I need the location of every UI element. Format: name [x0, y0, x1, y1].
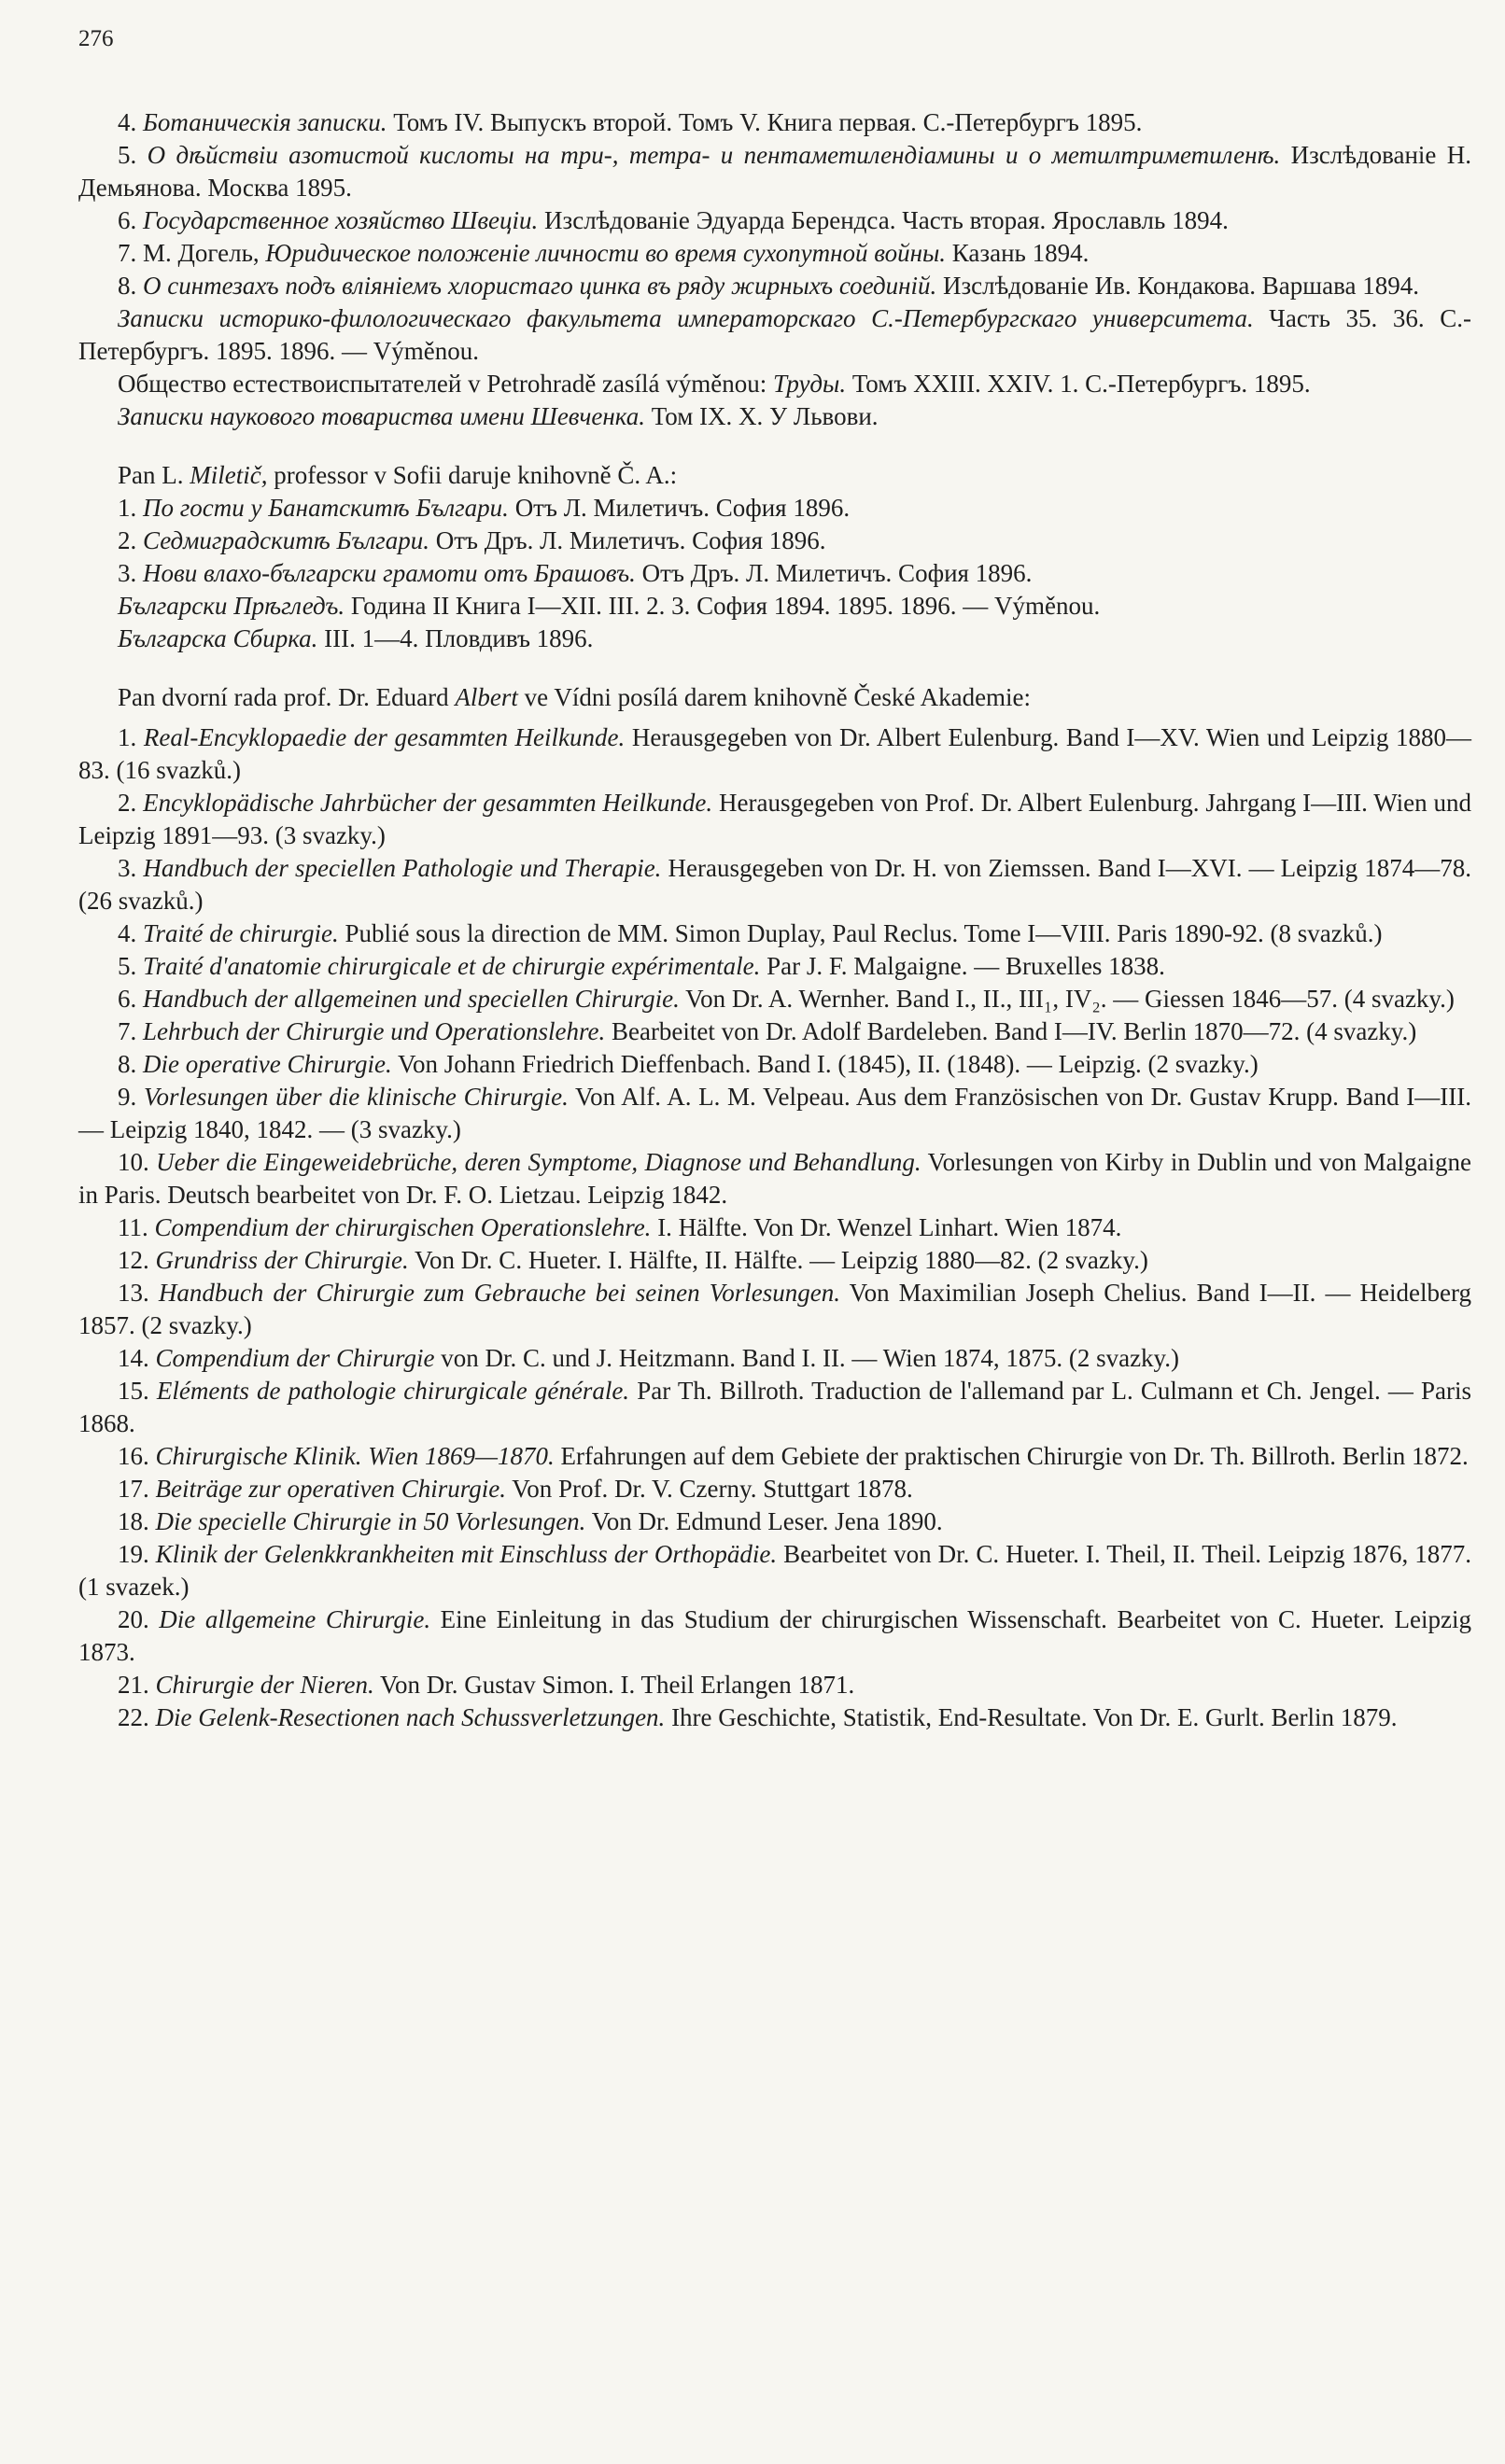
list-item: 21. Chirurgie der Nieren. Von Dr. Gustav Simon. I. Theil Erlangen 1871. [118, 1671, 855, 1699]
list-item: 5. О дѣйствіи азотистой кислоты на три-, тетра- и пентаметилендіамины и о метилтриметиленѣ. Изслѣдованіе Н. Демьянова. Москва 1895. [78, 141, 1472, 202]
shevchenko-entry: Записки наукового товариства имени Шевченка. Том IX. X. У Львови. [118, 402, 879, 430]
title: Die operative Chirurgie. [143, 1050, 392, 1078]
title: Beiträge zur operativen Chirurgie. [155, 1475, 506, 1503]
title: Traité d'anatomie chirurgicale et de chirurgie expérimentale. [143, 952, 761, 980]
list-item: 1. По гости у Банатскитѣ Българи. Отъ Л. Милетичъ. София 1896. [118, 494, 851, 522]
title: Klinik der Gelenkkrankheiten mit Einschluss der Orthopädie. [155, 1540, 778, 1568]
list-item: 2. Седмиградскитѣ Българи. Отъ Дръ. Л. Милетичъ. София 1896. [118, 526, 826, 554]
title: Die Gelenk-Resectionen nach Schussverletzungen. [155, 1703, 666, 1731]
albert-intro: Pan dvorní rada prof. Dr. Eduard Albert ve Vídni posílá darem knihovně České Akademie: [118, 683, 1032, 711]
title: Седмиградскитѣ Българи. [143, 526, 429, 554]
page-number: 276 [78, 26, 114, 51]
list-item: 6. Handbuch der allgemeinen und speciellen Chirurgie. Von Dr. A. Wernher. Band I., II., III₁, IV₂. — Giessen 1846—57. (4 svazky.) [118, 985, 1455, 1013]
title: Chirurgie der Nieren. [155, 1671, 374, 1699]
list-item: 9. Vorlesungen über die klinische Chirurgie. Von Alf. A. L. M. Velpeau. Aus dem Französischen von Dr. Gustav Krupp. Band I—III. — Leipzig 1840, 1842. — (3 svazky.) [78, 1083, 1472, 1143]
title: Eléments de pathologie chirurgicale générale. [156, 1377, 630, 1405]
title: Compendium der Chirurgie [155, 1344, 435, 1372]
russian-list [78, 106, 1471, 302]
society-entry: Общество естествоиспытателей v Petrohradě zasílá výměnou: Труды. Томъ XXIII. XXIV. 1. С.-Петербургъ. 1895. [118, 370, 1311, 398]
list-item: 4. Traité de chirurgie. Publié sous la direction de MM. Simon Duplay, Paul Reclus. Tome I—VIII. Paris 1890-92. (8 svazků.) [118, 919, 1383, 947]
donor-name: Miletič, [190, 461, 268, 489]
title: По гости у Банатскитѣ Българи. [143, 494, 509, 522]
list-item: Български Прѣгледъ. Година II Книга I—XII. III. 2. 3. София 1894. 1895. 1896. — Výměnou. [118, 592, 1101, 620]
list-item: 8. О синтезахъ подъ вліяніемъ хлористаго цинка въ ряду жирныхъ соединій. Изслѣдованіе Ив. Кондакова. Варшава 1894. [118, 272, 1419, 300]
albert-list [78, 721, 1471, 1734]
miletic-list [78, 492, 1471, 655]
title: Труды. [773, 370, 847, 398]
list-item: 7. Lehrbuch der Chirurgie und Operationslehre. Bearbeitet von Dr. Adolf Bardeleben. Band I—IV. Berlin 1870—72. (4 svazky.) [118, 1017, 1417, 1045]
list-item: 5. Traité d'anatomie chirurgicale et de chirurgie expérimentale. Par J. F. Malgaigne. — Bruxelles 1838. [118, 952, 1165, 980]
list-item: 8. Die operative Chirurgie. Von Johann Friedrich Dieffenbach. Band I. (1845), II. (1848). — Leipzig. (2 svazky.) [118, 1050, 1259, 1078]
title: Государственное хозяйство Швеціи. [143, 206, 539, 234]
title: Ботаническія записки. [143, 108, 387, 136]
title: Traité de chirurgie. [143, 919, 339, 947]
list-item: 12. Grundriss der Chirurgie. Von Dr. C. Hueter. I. Hälfte, II. Hälfte. — Leipzig 1880—82. (2 svazky.) [118, 1246, 1148, 1274]
list-item: 1. Real-Encyklopaedie der gesammten Heilkunde. Herausgegeben von Dr. Albert Eulenburg. Band I—XV. Wien und Leipzig 1880—83. (16 svazků.) [78, 723, 1472, 784]
title: Die allgemeine Chirurgie. [159, 1605, 431, 1633]
list-item: 20. Die allgemeine Chirurgie. Eine Einleitung in das Studium der chirurgischen Wissenschaft. Bearbeitet von C. Hueter. Leipzig 1873. [78, 1605, 1472, 1666]
title: О синтезахъ подъ вліяніемъ хлористаго цинка въ ряду жирныхъ соединій. [143, 272, 937, 300]
title: Handbuch der speciellen Pathologie und Therapie. [143, 854, 662, 882]
title: Българска Сбирка. [118, 624, 318, 652]
title: Chirurgische Klinik. Wien 1869—1870. [155, 1442, 555, 1470]
title: Български Прѣгледъ. [118, 592, 345, 620]
title: Vorlesungen über die klinische Chirurgie. [143, 1083, 569, 1111]
list-item: 14. Compendium der Chirurgie von Dr. C. und J. Heitzmann. Band I. II. — Wien 1874, 1875. (2 svazky.) [118, 1344, 1180, 1372]
donor-name: Albert [455, 683, 518, 711]
list-item: 13. Handbuch der Chirurgie zum Gebrauche bei seinen Vorlesungen. Von Maximilian Joseph Chelius. Band I—II. — Heidelberg 1857. (2 svazky.) [78, 1279, 1471, 1339]
title: Encyklopädische Jahrbücher der gesammten Heilkunde. [143, 789, 713, 817]
title: Ueber die Eingeweidebrüche, deren Symptome, Diagnose und Behandlung. [156, 1148, 921, 1176]
title: Handbuch der Chirurgie zum Gebrauche bei seinen Vorlesungen. [158, 1279, 840, 1307]
title: Записки наукового товариства имени Шевченка. [118, 402, 645, 430]
title: Юридическое положеніе личности во время сухопутной войны. [265, 239, 947, 267]
list-item: 19. Klinik der Gelenkkrankheiten mit Einschluss der Orthopädie. Bearbeitet von Dr. C. Hueter. I. Theil, II. Theil. Leipzig 1876, 1877. (1 svazek.) [78, 1540, 1472, 1601]
title: Записки историко-филологическаго факультета императорскаго С.-Петербургскаго университета. [118, 304, 1254, 332]
list-item: 4. Ботаническія записки. Томъ IV. Выпускъ второй. Томъ V. Книга первая. С.-Петербургъ 1895. [118, 108, 1143, 136]
title: О дѣйствіи азотистой кислоты на три-, тетра- и пентаметилендіамины и о метилтриметиленѣ. [147, 141, 1281, 169]
title: Real-Encyklopaedie der gesammten Heilkunde. [143, 723, 626, 751]
title: Grundriss der Chirurgie. [155, 1246, 409, 1274]
title: Lehrbuch der Chirurgie und Operationslehre. [143, 1017, 606, 1045]
miletic-intro: Pan L. Miletič, professor v Sofii daruje knihovně Č. A.: [118, 461, 678, 489]
title: Handbuch der allgemeinen und speciellen Chirurgie. [143, 985, 680, 1013]
list-item: 3. Нови влахо-български грамоти отъ Брашовъ. Отъ Дръ. Л. Милетичъ. София 1896. [118, 559, 1033, 587]
title: Compendium der chirurgischen Operationslehre. [154, 1213, 652, 1241]
list-item: 11. Compendium der chirurgischen Operationslehre. I. Hälfte. Von Dr. Wenzel Linhart. Wien 1874. [118, 1213, 1122, 1241]
list-item: 15. Eléments de pathologie chirurgicale générale. Par Th. Billroth. Traduction de l'allemand par L. Culmann et Ch. Jengel. — Paris 1868. [78, 1377, 1471, 1437]
list-item: 22. Die Gelenk-Resectionen nach Schussverletzungen. Ihre Geschichte, Statistik, End-Resultate. Von Dr. E. Gurlt. Berlin 1879. [118, 1703, 1398, 1731]
list-item: 10. Ueber die Eingeweidebrüche, deren Symptome, Diagnose und Behandlung. Vorlesungen von Kirby in Dublin und von Malgaigne in Paris. Deutsch bearbeitet von Dr. F. O. Lietzau. Leipzig 1842. [78, 1148, 1471, 1209]
list-item: Българска Сбирка. III. 1—4. Пловдивъ 1896. [118, 624, 594, 652]
zapiski-entry: Записки историко-филологическаго факультета императорскаго С.-Петербургскаго университета. Часть 35. 36. С.-Петербургъ. 1895. 1896. — Výměnou. [78, 304, 1471, 365]
title: Нови влахо-български грамоти отъ Брашовъ. [143, 559, 636, 587]
list-item: 7. М. Догель, Юридическое положеніе личности во время сухопутной войны. Казань 1894. [118, 239, 1090, 267]
list-item: 17. Beiträge zur operativen Chirurgie. Von Prof. Dr. V. Czerny. Stuttgart 1878. [118, 1475, 913, 1503]
list-item: 18. Die specielle Chirurgie in 50 Vorlesungen. Von Dr. Edmund Leser. Jena 1890. [118, 1507, 943, 1535]
list-item: 16. Chirurgische Klinik. Wien 1869—1870. Erfahrungen auf dem Gebiete der praktischen Chirurgie von Dr. Th. Billroth. Berlin 1872. [118, 1442, 1469, 1470]
list-item: 3. Handbuch der speciellen Pathologie und Therapie. Herausgegeben von Dr. H. von Ziemssen. Band I—XVI. — Leipzig 1874—78. (26 svazků.) [78, 854, 1471, 915]
list-item: 6. Государственное хозяйство Швеціи. Изслѣдованіе Эдуарда Берендса. Часть вторая. Ярославль 1894. [118, 206, 1229, 234]
title: Die specielle Chirurgie in 50 Vorlesungen. [155, 1507, 586, 1535]
list-item: 2. Encyklopädische Jahrbücher der gesammten Heilkunde. Herausgegeben von Prof. Dr. Albert Eulenburg. Jahrgang I—III. Wien und Leipzig 1891—93. (3 svazky.) [78, 789, 1472, 849]
